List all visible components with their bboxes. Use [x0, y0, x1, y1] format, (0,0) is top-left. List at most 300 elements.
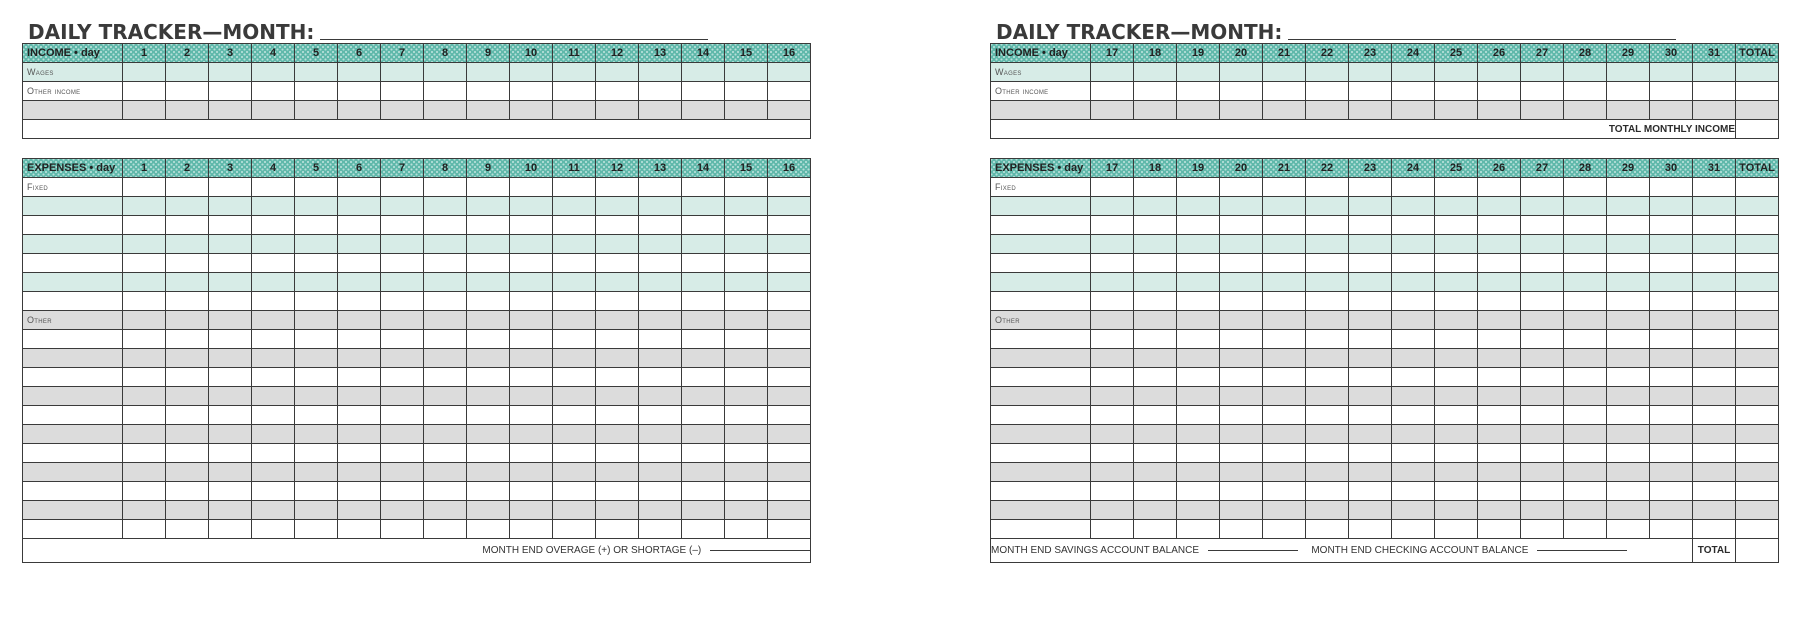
entry-cell[interactable] — [1220, 387, 1263, 406]
entry-cell[interactable] — [1564, 501, 1607, 520]
entry-cell[interactable] — [123, 216, 166, 235]
entry-cell[interactable] — [1607, 235, 1650, 254]
entry-cell[interactable] — [467, 520, 510, 539]
entry-cell[interactable] — [1478, 101, 1521, 120]
entry-cell[interactable] — [1564, 387, 1607, 406]
entry-cell[interactable] — [510, 63, 553, 82]
entry-cell[interactable] — [768, 444, 811, 463]
entry-cell[interactable] — [1306, 368, 1349, 387]
entry-cell[interactable] — [639, 444, 682, 463]
entry-cell[interactable] — [1349, 406, 1392, 425]
entry-cell[interactable] — [553, 463, 596, 482]
entry-cell[interactable] — [510, 82, 553, 101]
entry-cell[interactable] — [596, 235, 639, 254]
entry-cell[interactable] — [1693, 406, 1736, 425]
entry-cell[interactable] — [1177, 311, 1220, 330]
entry-cell[interactable] — [381, 330, 424, 349]
entry-cell[interactable] — [1478, 254, 1521, 273]
entry-cell[interactable] — [1478, 197, 1521, 216]
entry-cell[interactable] — [295, 368, 338, 387]
entry-cell[interactable] — [252, 463, 295, 482]
entry-cell[interactable] — [1177, 292, 1220, 311]
entry-cell[interactable] — [1736, 178, 1779, 197]
entry-cell[interactable] — [1564, 292, 1607, 311]
entry-cell[interactable] — [381, 292, 424, 311]
entry-cell[interactable] — [1392, 482, 1435, 501]
entry-cell[interactable] — [381, 482, 424, 501]
entry-cell[interactable] — [1435, 463, 1478, 482]
entry-cell[interactable] — [381, 63, 424, 82]
entry-cell[interactable] — [295, 425, 338, 444]
entry-cell[interactable] — [1392, 101, 1435, 120]
entry-cell[interactable] — [424, 82, 467, 101]
entry-cell[interactable] — [1349, 63, 1392, 82]
entry-cell[interactable] — [295, 178, 338, 197]
entry-cell[interactable] — [1564, 235, 1607, 254]
entry-cell[interactable] — [1134, 444, 1177, 463]
entry-cell[interactable] — [1134, 101, 1177, 120]
entry-cell[interactable] — [1521, 330, 1564, 349]
entry-cell[interactable] — [639, 520, 682, 539]
entry-cell[interactable] — [123, 292, 166, 311]
overage-shortage-line[interactable] — [710, 550, 810, 551]
entry-cell[interactable] — [381, 216, 424, 235]
entry-cell[interactable] — [295, 330, 338, 349]
entry-cell[interactable] — [768, 197, 811, 216]
entry-cell[interactable] — [553, 273, 596, 292]
entry-cell[interactable] — [1650, 444, 1693, 463]
entry-cell[interactable] — [1263, 311, 1306, 330]
entry-cell[interactable] — [338, 387, 381, 406]
entry-cell[interactable] — [467, 463, 510, 482]
entry-cell[interactable] — [639, 254, 682, 273]
entry-cell[interactable] — [424, 178, 467, 197]
entry-cell[interactable] — [1521, 82, 1564, 101]
entry-cell[interactable] — [1177, 444, 1220, 463]
entry-cell[interactable] — [338, 101, 381, 120]
entry-cell[interactable] — [725, 444, 768, 463]
entry-cell[interactable] — [1607, 349, 1650, 368]
entry-cell[interactable] — [1392, 463, 1435, 482]
entry-cell[interactable] — [1478, 216, 1521, 235]
entry-cell[interactable] — [166, 82, 209, 101]
entry-cell[interactable] — [596, 425, 639, 444]
entry-cell[interactable] — [1693, 520, 1736, 539]
entry-cell[interactable] — [553, 330, 596, 349]
entry-cell[interactable] — [1134, 292, 1177, 311]
entry-cell[interactable] — [1263, 292, 1306, 311]
entry-cell[interactable] — [467, 387, 510, 406]
entry-cell[interactable] — [1220, 197, 1263, 216]
entry-cell[interactable] — [123, 311, 166, 330]
entry-cell[interactable] — [639, 197, 682, 216]
entry-cell[interactable] — [1478, 349, 1521, 368]
entry-cell[interactable] — [1435, 425, 1478, 444]
entry-cell[interactable] — [1435, 482, 1478, 501]
entry-cell[interactable] — [1263, 197, 1306, 216]
entry-cell[interactable] — [1091, 368, 1134, 387]
entry-cell[interactable] — [1263, 235, 1306, 254]
entry-cell[interactable] — [725, 235, 768, 254]
entry-cell[interactable] — [596, 387, 639, 406]
entry-cell[interactable] — [1263, 216, 1306, 235]
entry-cell[interactable] — [166, 387, 209, 406]
entry-cell[interactable] — [639, 406, 682, 425]
entry-cell[interactable] — [1306, 425, 1349, 444]
entry-cell[interactable] — [209, 463, 252, 482]
entry-cell[interactable] — [1478, 520, 1521, 539]
entry-cell[interactable] — [1650, 273, 1693, 292]
right-month-line[interactable] — [1288, 39, 1676, 40]
entry-cell[interactable] — [682, 501, 725, 520]
entry-cell[interactable] — [1220, 444, 1263, 463]
entry-cell[interactable] — [1177, 63, 1220, 82]
entry-cell[interactable] — [725, 368, 768, 387]
entry-cell[interactable] — [252, 368, 295, 387]
entry-cell[interactable] — [1650, 406, 1693, 425]
entry-cell[interactable] — [467, 368, 510, 387]
checking-balance-line[interactable] — [1537, 550, 1627, 551]
entry-cell[interactable] — [639, 425, 682, 444]
entry-cell[interactable] — [424, 292, 467, 311]
entry-cell[interactable] — [1607, 330, 1650, 349]
entry-cell[interactable] — [768, 311, 811, 330]
entry-cell[interactable] — [1392, 368, 1435, 387]
entry-cell[interactable] — [1220, 501, 1263, 520]
entry-cell[interactable] — [1392, 425, 1435, 444]
entry-cell[interactable] — [1306, 520, 1349, 539]
entry-cell[interactable] — [553, 216, 596, 235]
entry-cell[interactable] — [1349, 368, 1392, 387]
entry-cell[interactable] — [768, 482, 811, 501]
entry-cell[interactable] — [639, 82, 682, 101]
entry-cell[interactable] — [1392, 406, 1435, 425]
entry-cell[interactable] — [639, 311, 682, 330]
entry-cell[interactable] — [1392, 178, 1435, 197]
entry-cell[interactable] — [1091, 216, 1134, 235]
entry-cell[interactable] — [768, 406, 811, 425]
entry-cell[interactable] — [424, 387, 467, 406]
entry-cell[interactable] — [596, 216, 639, 235]
entry-cell[interactable] — [1650, 101, 1693, 120]
entry-cell[interactable] — [1607, 82, 1650, 101]
entry-cell[interactable] — [1736, 349, 1779, 368]
entry-cell[interactable] — [1349, 178, 1392, 197]
entry-cell[interactable] — [123, 178, 166, 197]
entry-cell[interactable] — [682, 254, 725, 273]
entry-cell[interactable] — [1349, 254, 1392, 273]
entry-cell[interactable] — [1521, 101, 1564, 120]
entry-cell[interactable] — [1736, 482, 1779, 501]
entry-cell[interactable] — [1134, 178, 1177, 197]
entry-cell[interactable] — [682, 63, 725, 82]
entry-cell[interactable] — [1306, 349, 1349, 368]
entry-cell[interactable] — [123, 501, 166, 520]
entry-cell[interactable] — [252, 292, 295, 311]
entry-cell[interactable] — [596, 349, 639, 368]
entry-cell[interactable] — [1693, 197, 1736, 216]
entry-cell[interactable] — [1134, 349, 1177, 368]
entry-cell[interactable] — [1177, 330, 1220, 349]
entry-cell[interactable] — [725, 82, 768, 101]
entry-cell[interactable] — [295, 254, 338, 273]
entry-cell[interactable] — [1478, 330, 1521, 349]
entry-cell[interactable] — [1478, 425, 1521, 444]
entry-cell[interactable] — [1220, 235, 1263, 254]
entry-cell[interactable] — [596, 197, 639, 216]
entry-cell[interactable] — [1564, 197, 1607, 216]
entry-cell[interactable] — [1736, 368, 1779, 387]
entry-cell[interactable] — [338, 273, 381, 292]
entry-cell[interactable] — [768, 330, 811, 349]
entry-cell[interactable] — [1736, 82, 1779, 101]
entry-cell[interactable] — [1306, 254, 1349, 273]
entry-cell[interactable] — [1177, 216, 1220, 235]
entry-cell[interactable] — [1392, 520, 1435, 539]
entry-cell[interactable] — [467, 425, 510, 444]
entry-cell[interactable] — [1220, 254, 1263, 273]
entry-cell[interactable] — [1392, 197, 1435, 216]
entry-cell[interactable] — [1306, 235, 1349, 254]
entry-cell[interactable] — [1349, 101, 1392, 120]
entry-cell[interactable] — [1177, 235, 1220, 254]
entry-cell[interactable] — [596, 292, 639, 311]
entry-cell[interactable] — [1306, 216, 1349, 235]
entry-cell[interactable] — [295, 216, 338, 235]
entry-cell[interactable] — [166, 406, 209, 425]
entry-cell[interactable] — [381, 101, 424, 120]
entry-cell[interactable] — [1650, 520, 1693, 539]
entry-cell[interactable] — [338, 444, 381, 463]
entry-cell[interactable] — [1177, 178, 1220, 197]
entry-cell[interactable] — [553, 520, 596, 539]
entry-cell[interactable] — [166, 330, 209, 349]
entry-cell[interactable] — [1736, 520, 1779, 539]
entry-cell[interactable] — [1134, 406, 1177, 425]
entry-cell[interactable] — [1521, 368, 1564, 387]
entry-cell[interactable] — [768, 463, 811, 482]
entry-cell[interactable] — [1607, 216, 1650, 235]
entry-cell[interactable] — [123, 482, 166, 501]
entry-cell[interactable] — [639, 330, 682, 349]
entry-cell[interactable] — [1091, 197, 1134, 216]
left-month-line[interactable] — [320, 39, 708, 40]
entry-cell[interactable] — [639, 463, 682, 482]
entry-cell[interactable] — [1607, 292, 1650, 311]
entry-cell[interactable] — [209, 178, 252, 197]
entry-cell[interactable] — [166, 311, 209, 330]
entry-cell[interactable] — [1177, 482, 1220, 501]
entry-cell[interactable] — [1263, 463, 1306, 482]
entry-cell[interactable] — [209, 63, 252, 82]
entry-cell[interactable] — [725, 425, 768, 444]
entry-cell[interactable] — [725, 292, 768, 311]
entry-cell[interactable] — [768, 63, 811, 82]
entry-cell[interactable] — [295, 406, 338, 425]
entry-cell[interactable] — [1521, 425, 1564, 444]
entry-cell[interactable] — [725, 197, 768, 216]
entry-cell[interactable] — [252, 349, 295, 368]
entry-cell[interactable] — [1521, 235, 1564, 254]
entry-cell[interactable] — [1263, 406, 1306, 425]
entry-cell[interactable] — [338, 311, 381, 330]
entry-cell[interactable] — [166, 501, 209, 520]
entry-cell[interactable] — [1521, 216, 1564, 235]
entry-cell[interactable] — [510, 330, 553, 349]
entry-cell[interactable] — [639, 368, 682, 387]
entry-cell[interactable] — [1478, 482, 1521, 501]
entry-cell[interactable] — [1134, 273, 1177, 292]
entry-cell[interactable] — [1435, 406, 1478, 425]
entry-cell[interactable] — [1263, 330, 1306, 349]
entry-cell[interactable] — [252, 216, 295, 235]
entry-cell[interactable] — [1177, 406, 1220, 425]
entry-cell[interactable] — [1650, 368, 1693, 387]
entry-cell[interactable] — [1693, 235, 1736, 254]
entry-cell[interactable] — [1607, 368, 1650, 387]
entry-cell[interactable] — [381, 368, 424, 387]
entry-cell[interactable] — [166, 235, 209, 254]
entry-cell[interactable] — [166, 482, 209, 501]
entry-cell[interactable] — [1693, 501, 1736, 520]
entry-cell[interactable] — [1435, 330, 1478, 349]
entry-cell[interactable] — [1564, 178, 1607, 197]
entry-cell[interactable] — [209, 349, 252, 368]
entry-cell[interactable] — [768, 349, 811, 368]
entry-cell[interactable] — [424, 482, 467, 501]
entry-cell[interactable] — [1736, 406, 1779, 425]
entry-cell[interactable] — [1693, 463, 1736, 482]
entry-cell[interactable] — [1177, 197, 1220, 216]
entry-cell[interactable] — [1607, 101, 1650, 120]
entry-cell[interactable] — [338, 349, 381, 368]
entry-cell[interactable] — [1478, 501, 1521, 520]
entry-cell[interactable] — [682, 444, 725, 463]
entry-cell[interactable] — [596, 463, 639, 482]
entry-cell[interactable] — [1564, 368, 1607, 387]
entry-cell[interactable] — [1736, 501, 1779, 520]
entry-cell[interactable] — [1263, 482, 1306, 501]
entry-cell[interactable] — [553, 425, 596, 444]
entry-cell[interactable] — [1091, 520, 1134, 539]
entry-cell[interactable] — [1220, 292, 1263, 311]
entry-cell[interactable] — [1607, 520, 1650, 539]
entry-cell[interactable] — [123, 463, 166, 482]
entry-cell[interactable] — [166, 63, 209, 82]
entry-cell[interactable] — [1607, 444, 1650, 463]
entry-cell[interactable] — [424, 216, 467, 235]
entry-cell[interactable] — [1607, 482, 1650, 501]
entry-cell[interactable] — [338, 520, 381, 539]
entry-cell[interactable] — [1263, 501, 1306, 520]
entry-cell[interactable] — [510, 482, 553, 501]
entry-cell[interactable] — [1392, 444, 1435, 463]
entry-cell[interactable] — [639, 387, 682, 406]
entry-cell[interactable] — [682, 482, 725, 501]
entry-cell[interactable] — [1736, 292, 1779, 311]
entry-cell[interactable] — [1349, 501, 1392, 520]
entry-cell[interactable] — [596, 482, 639, 501]
entry-cell[interactable] — [1564, 463, 1607, 482]
entry-cell[interactable] — [467, 482, 510, 501]
entry-cell[interactable] — [553, 82, 596, 101]
entry-cell[interactable] — [209, 368, 252, 387]
entry-cell[interactable] — [1091, 101, 1134, 120]
entry-cell[interactable] — [725, 349, 768, 368]
entry-cell[interactable] — [725, 501, 768, 520]
entry-cell[interactable] — [381, 501, 424, 520]
entry-cell[interactable] — [553, 254, 596, 273]
entry-cell[interactable] — [1521, 406, 1564, 425]
entry-cell[interactable] — [553, 311, 596, 330]
entry-cell[interactable] — [1349, 292, 1392, 311]
entry-cell[interactable] — [1220, 368, 1263, 387]
entry-cell[interactable] — [1263, 368, 1306, 387]
entry-cell[interactable] — [467, 444, 510, 463]
entry-cell[interactable] — [1091, 178, 1134, 197]
entry-cell[interactable] — [1693, 273, 1736, 292]
entry-cell[interactable] — [1607, 178, 1650, 197]
entry-cell[interactable] — [209, 501, 252, 520]
entry-cell[interactable] — [209, 444, 252, 463]
entry-cell[interactable] — [1091, 349, 1134, 368]
entry-cell[interactable] — [295, 349, 338, 368]
entry-cell[interactable] — [725, 520, 768, 539]
entry-cell[interactable] — [510, 520, 553, 539]
entry-cell[interactable] — [725, 216, 768, 235]
entry-cell[interactable] — [1736, 273, 1779, 292]
entry-cell[interactable] — [1650, 197, 1693, 216]
entry-cell[interactable] — [338, 406, 381, 425]
entry-cell[interactable] — [682, 101, 725, 120]
entry-cell[interactable] — [338, 425, 381, 444]
entry-cell[interactable] — [1177, 463, 1220, 482]
entry-cell[interactable] — [768, 216, 811, 235]
entry-cell[interactable] — [1091, 463, 1134, 482]
entry-cell[interactable] — [252, 425, 295, 444]
entry-cell[interactable] — [1220, 178, 1263, 197]
entry-cell[interactable] — [1263, 82, 1306, 101]
entry-cell[interactable] — [1693, 349, 1736, 368]
entry-cell[interactable] — [209, 82, 252, 101]
entry-cell[interactable] — [1564, 101, 1607, 120]
entry-cell[interactable] — [1435, 292, 1478, 311]
entry-cell[interactable] — [123, 406, 166, 425]
entry-cell[interactable] — [424, 197, 467, 216]
entry-cell[interactable] — [1263, 101, 1306, 120]
entry-cell[interactable] — [338, 197, 381, 216]
entry-cell[interactable] — [209, 482, 252, 501]
entry-cell[interactable] — [381, 520, 424, 539]
entry-cell[interactable] — [510, 444, 553, 463]
entry-cell[interactable] — [252, 235, 295, 254]
entry-cell[interactable] — [768, 368, 811, 387]
entry-cell[interactable] — [510, 368, 553, 387]
entry-cell[interactable] — [1349, 482, 1392, 501]
entry-cell[interactable] — [209, 292, 252, 311]
entry-cell[interactable] — [1263, 254, 1306, 273]
entry-cell[interactable] — [639, 482, 682, 501]
entry-cell[interactable] — [639, 292, 682, 311]
entry-cell[interactable] — [1392, 349, 1435, 368]
entry-cell[interactable] — [1650, 82, 1693, 101]
entry-cell[interactable] — [725, 63, 768, 82]
entry-cell[interactable] — [123, 82, 166, 101]
entry-cell[interactable] — [252, 101, 295, 120]
entry-cell[interactable] — [381, 349, 424, 368]
entry-cell[interactable] — [252, 330, 295, 349]
entry-cell[interactable] — [682, 368, 725, 387]
